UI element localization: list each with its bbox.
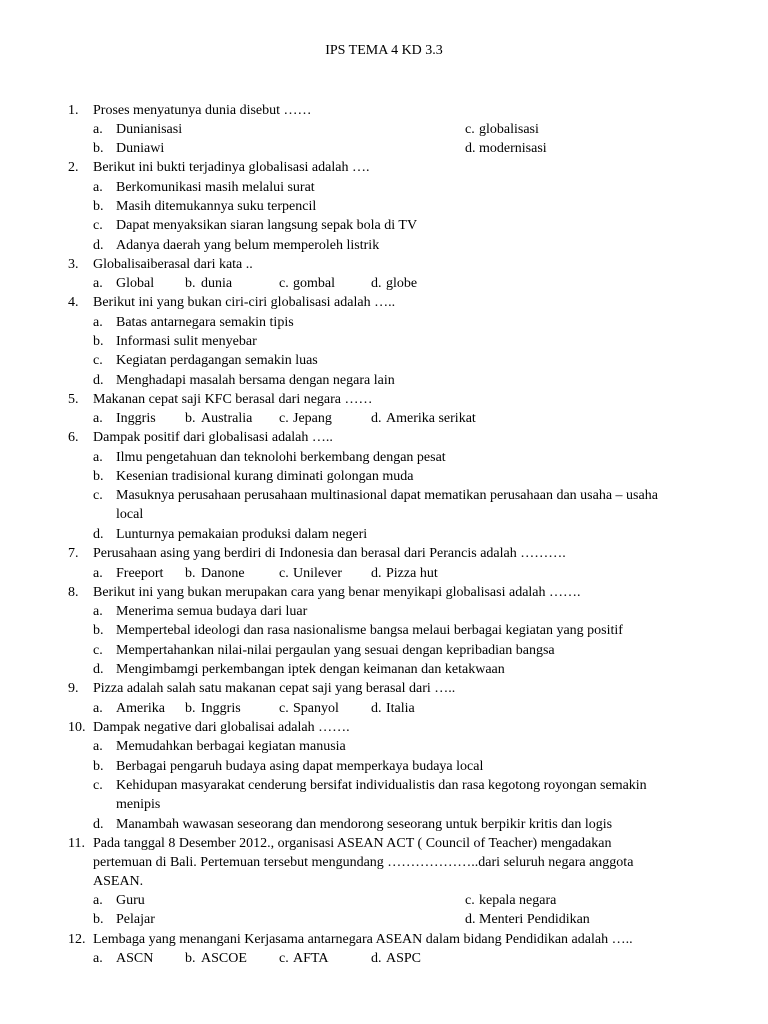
q3-option-c: gombal — [293, 276, 335, 291]
q5-option-c: Jepang — [293, 411, 332, 426]
q4-option-d: Menghadapi masalah bersama dengan negara lain — [116, 373, 395, 388]
q2-option-c: Dapat menyaksikan siaran langsung sepak bola di TV — [116, 218, 418, 233]
q4-option-c: Kegiatan perdagangan semakin luas — [116, 353, 318, 368]
q12-option-b: ASCOE — [201, 951, 247, 966]
question-5-text: Makanan cepat saji KFC berasal dari negara …… — [93, 392, 373, 407]
q10-option-d-letter: d. — [93, 817, 104, 832]
q5-option-b: Australia — [201, 411, 253, 426]
q1-option-b: Duniawi — [116, 141, 165, 156]
q8-option-d: Mengimbamgi perkembangan iptek dengan keimanan dan ketakwaan — [116, 662, 505, 677]
q8-option-a: Menerima semua budaya dari luar — [116, 604, 308, 619]
q11-option-c: kepala negara — [479, 893, 557, 908]
question-4-text: Berikut ini yang bukan ciri-ciri globalisasi adalah ….. — [93, 295, 396, 310]
question-10-number: 10. — [68, 720, 86, 735]
q12-option-d: ASPC — [386, 951, 422, 966]
q2-option-c-letter: c. — [93, 218, 103, 233]
q2-option-d-letter: d. — [93, 238, 104, 253]
q8-option-d-letter: d. — [93, 662, 104, 677]
question-6-text: Dampak positif dari globalisasi adalah ….. — [93, 430, 333, 445]
q6-option-d-letter: d. — [93, 527, 104, 542]
q12-option-b-letter: b. — [185, 951, 196, 966]
question-11-text-line2: pertemuan di Bali. Pertemuan tersebut mengundang ………………..dari seluruh negara anggota — [93, 855, 634, 870]
q8-option-b-letter: b. — [93, 623, 104, 638]
q3-option-a: Global — [116, 276, 155, 291]
q4-option-d-letter: d. — [93, 373, 104, 388]
question-12-text: Lembaga yang menangani Kerjasama antarnegara ASEAN dalam bidang Pendidikan adalah ….. — [93, 932, 633, 947]
q9-option-d: Italia — [386, 701, 415, 716]
q12-option-c-letter: c. — [279, 951, 289, 966]
q12-option-a: ASCN — [116, 951, 154, 966]
q12-option-c: AFTA — [293, 951, 329, 966]
question-11-text-line3: ASEAN. — [93, 874, 144, 889]
q9-option-b-letter: b. — [185, 701, 196, 716]
q3-option-d: globe — [386, 276, 418, 291]
q1-option-c-letter: c. — [465, 122, 475, 137]
question-11-number: 11. — [68, 836, 85, 851]
q3-option-a-letter: a. — [93, 276, 103, 291]
question-3-text: Globalisaiberasal dari kata .. — [93, 257, 253, 272]
q3-option-c-letter: c. — [279, 276, 289, 291]
question-6-number: 6. — [68, 430, 79, 445]
question-9-text: Pizza adalah salah satu makanan cepat saji yang berasal dari ….. — [93, 681, 456, 696]
q4-option-a: Batas antarnegara semakin tipis — [116, 315, 294, 330]
q6-option-a-letter: a. — [93, 450, 103, 465]
q6-option-c: Masuknya perusahaan perusahaan multinasional dapat mematikan perusahaan dan usaha – usaha — [116, 488, 658, 503]
q7-option-c: Unilever — [293, 566, 342, 581]
q11-option-b: Pelajar — [116, 912, 155, 927]
question-5-number: 5. — [68, 392, 79, 407]
q5-option-b-letter: b. — [185, 411, 196, 426]
q1-option-a: Dunianisasi — [116, 122, 183, 137]
q6-option-c-continued: local — [116, 507, 144, 522]
q7-option-d-letter: d. — [371, 566, 382, 581]
q11-option-a: Guru — [116, 893, 145, 908]
question-8-number: 8. — [68, 585, 79, 600]
q7-option-a-letter: a. — [93, 566, 103, 581]
q11-option-d: Menteri Pendidikan — [479, 912, 590, 927]
q8-option-c: Mempertahankan nilai-nilai pergaulan yang sesuai dengan kepribadian bangsa — [116, 643, 555, 658]
question-4-number: 4. — [68, 295, 79, 310]
page-title: IPS TEMA 4 KD 3.3 — [325, 43, 443, 58]
q6-option-d: Lunturnya pemakaian produksi dalam negeri — [116, 527, 368, 542]
q12-option-d-letter: d. — [371, 951, 382, 966]
q5-option-a-letter: a. — [93, 411, 103, 426]
q7-option-c-letter: c. — [279, 566, 289, 581]
q1-option-c: globalisasi — [479, 122, 539, 137]
q10-option-c-continued: menipis — [116, 797, 161, 812]
q4-option-b-letter: b. — [93, 334, 104, 349]
question-12-number: 12. — [68, 932, 86, 947]
question-8-text: Berikut ini yang bukan merupakan cara yang benar menyikapi globalisasi adalah ……. — [93, 585, 581, 600]
q10-option-a: Memudahkan berbagai kegiatan manusia — [116, 739, 346, 754]
q1-option-b-letter: b. — [93, 141, 104, 156]
q6-option-a: Ilmu pengetahuan dan teknolohi berkembang dengan pesat — [116, 450, 446, 465]
q3-option-b: dunia — [201, 276, 233, 291]
q7-option-b: Danone — [201, 566, 245, 581]
q11-option-d-letter: d. — [465, 912, 476, 927]
question-2-number: 2. — [68, 160, 79, 175]
question-7-text: Perusahaan asing yang berdiri di Indonesia dan berasal dari Perancis adalah ………. — [93, 546, 566, 561]
q4-option-a-letter: a. — [93, 315, 103, 330]
q10-option-b-letter: b. — [93, 759, 104, 774]
q10-option-c-letter: c. — [93, 778, 103, 793]
q1-option-d: modernisasi — [479, 141, 547, 156]
q9-option-c-letter: c. — [279, 701, 289, 716]
q1-option-d-letter: d. — [465, 141, 476, 156]
q10-option-d: Manambah wawasan seseorang dan mendorong seseorang untuk berpikir kritis dan logis — [116, 817, 613, 832]
q9-option-b: Inggris — [201, 701, 241, 716]
q9-option-d-letter: d. — [371, 701, 382, 716]
q3-option-b-letter: b. — [185, 276, 196, 291]
q11-option-a-letter: a. — [93, 893, 103, 908]
q10-option-b: Berbagai pengaruh budaya asing dapat memperkaya budaya local — [116, 759, 484, 774]
q12-option-a-letter: a. — [93, 951, 103, 966]
question-10-text: Dampak negative dari globalisai adalah ……. — [93, 720, 350, 735]
q7-option-a: Freeport — [116, 566, 164, 581]
q4-option-b: Informasi sulit menyebar — [116, 334, 257, 349]
q2-option-b: Masih ditemukannya suku terpencil — [116, 199, 317, 214]
q5-option-d-letter: d. — [371, 411, 382, 426]
q2-option-d: Adanya daerah yang belum memperoleh listrik — [116, 238, 380, 253]
q5-option-c-letter: c. — [279, 411, 289, 426]
question-2-text: Berikut ini bukti terjadinya globalisasi adalah …. — [93, 160, 370, 175]
q11-option-c-letter: c. — [465, 893, 475, 908]
question-9-number: 9. — [68, 681, 79, 696]
q9-option-c: Spanyol — [293, 701, 339, 716]
q9-option-a-letter: a. — [93, 701, 103, 716]
q7-option-d: Pizza hut — [386, 566, 438, 581]
q8-option-a-letter: a. — [93, 604, 103, 619]
q9-option-a: Amerika — [116, 701, 165, 716]
question-11-text: Pada tanggal 8 Desember 2012., organisasi ASEAN ACT ( Council of Teacher) mengadakan — [93, 836, 612, 851]
q5-option-a: Inggris — [116, 411, 156, 426]
question-3-number: 3. — [68, 257, 79, 272]
q10-option-c: Kehidupan masyarakat cenderung bersifat individualistis dan rasa kegotong royongan semakin — [116, 778, 647, 793]
q11-option-b-letter: b. — [93, 912, 104, 927]
question-1-text: Proses menyatunya dunia disebut …… — [93, 103, 312, 118]
q10-option-a-letter: a. — [93, 739, 103, 754]
q6-option-b: Kesenian tradisional kurang diminati golongan muda — [116, 469, 414, 484]
question-7-number: 7. — [68, 546, 79, 561]
q6-option-c-letter: c. — [93, 488, 103, 503]
q8-option-c-letter: c. — [93, 643, 103, 658]
q6-option-b-letter: b. — [93, 469, 104, 484]
q2-option-b-letter: b. — [93, 199, 104, 214]
q8-option-b: Mempertebal ideologi dan rasa nasionalisme bangsa melaui berbagai kegiatan yang positif — [116, 623, 623, 638]
q1-option-a-letter: a. — [93, 122, 103, 137]
q4-option-c-letter: c. — [93, 353, 103, 368]
q5-option-d: Amerika serikat — [386, 411, 476, 426]
q2-option-a: Berkomunikasi masih melalui surat — [116, 180, 315, 195]
q3-option-d-letter: d. — [371, 276, 382, 291]
question-1-number: 1. — [68, 103, 79, 118]
q2-option-a-letter: a. — [93, 180, 103, 195]
q7-option-b-letter: b. — [185, 566, 196, 581]
